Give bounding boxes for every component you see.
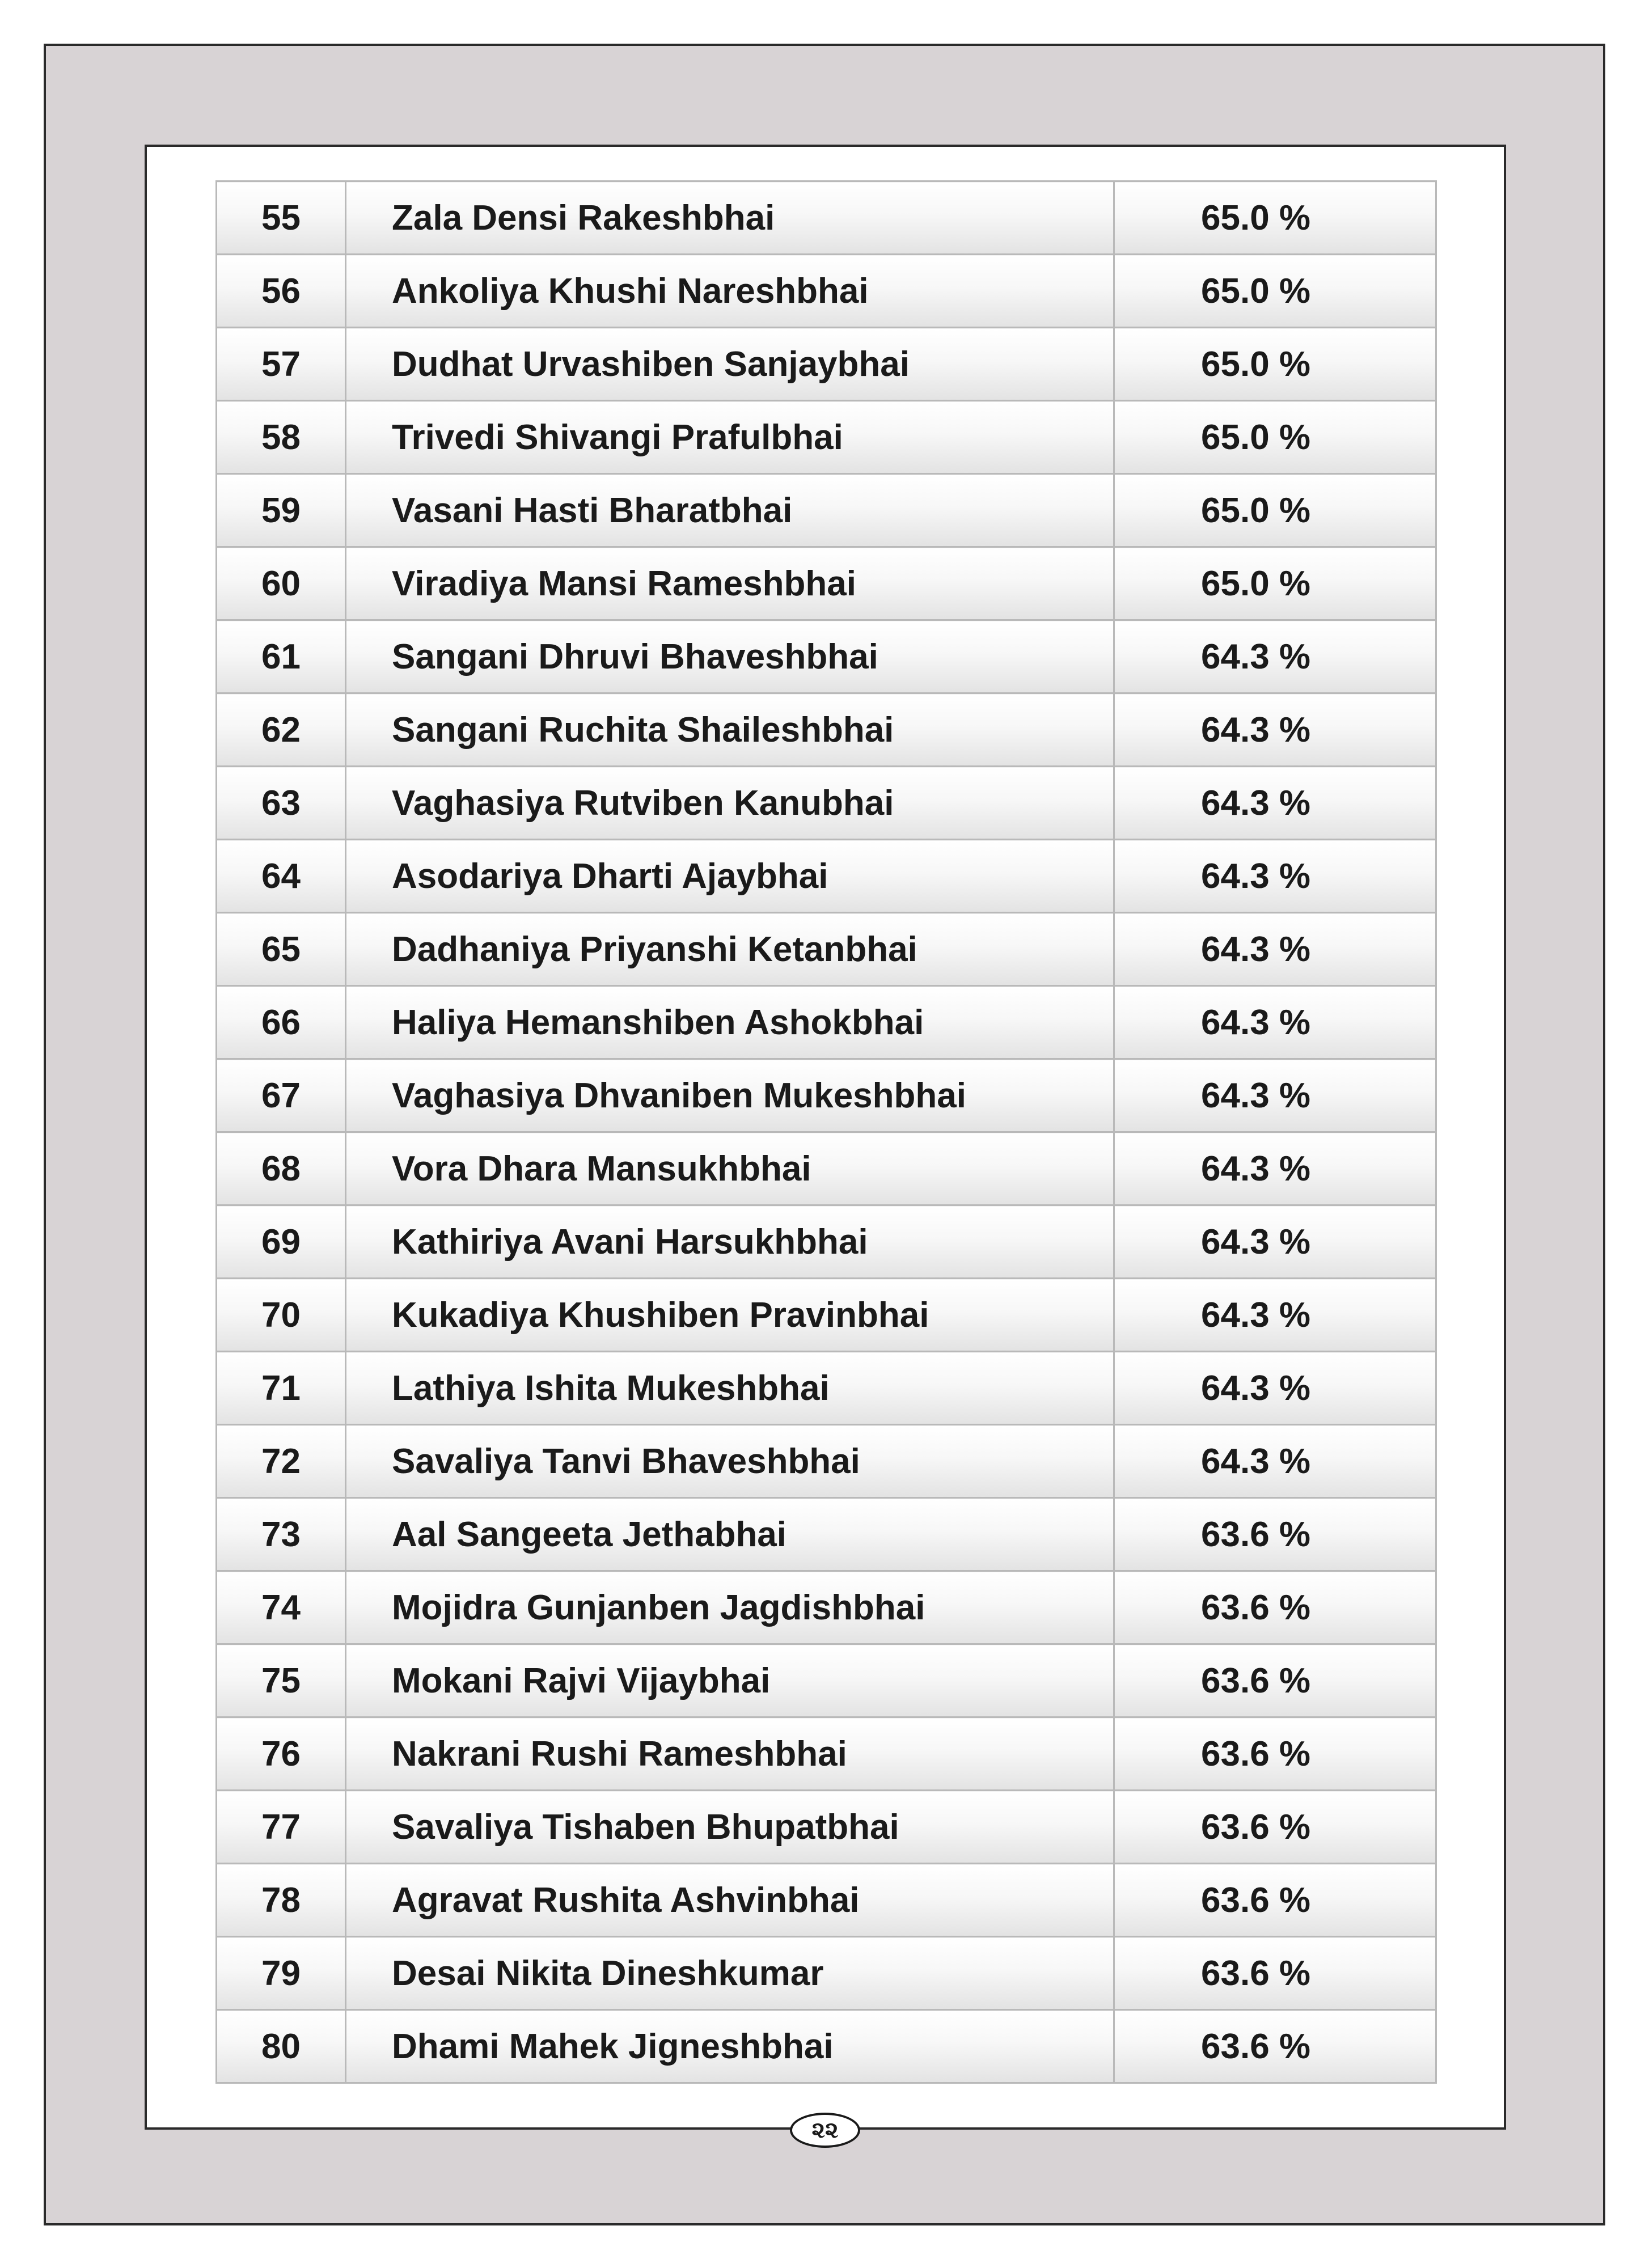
serial-number: 64 — [217, 840, 346, 913]
page-number: ૨૨ — [790, 2113, 860, 2148]
student-name: Dadhaniya Priyanshi Ketanbhai — [346, 913, 1114, 986]
student-name: Vaghasiya Rutviben Kanubhai — [346, 767, 1114, 840]
student-name: Asodariya Dharti Ajaybhai — [346, 840, 1114, 913]
table-row — [217, 401, 1436, 474]
serial-number: 68 — [217, 1132, 346, 1205]
serial-number: 71 — [217, 1352, 346, 1425]
serial-number: 79 — [217, 1937, 346, 2010]
table-row — [217, 620, 1436, 693]
percentage: 64.3 % — [1114, 1425, 1436, 1498]
student-name: Ankoliya Khushi Nareshbhai — [346, 255, 1114, 328]
percentage: 64.3 % — [1114, 767, 1436, 840]
student-name: Haliya Hemanshiben Ashokbhai — [346, 986, 1114, 1059]
serial-number: 78 — [217, 1864, 346, 1937]
percentage: 63.6 % — [1114, 2010, 1436, 2083]
results-table — [215, 180, 1437, 2084]
table-row — [217, 2010, 1436, 2083]
percentage: 65.0 % — [1114, 181, 1436, 255]
table-row — [217, 1791, 1436, 1864]
serial-number: 75 — [217, 1644, 346, 1717]
table-row — [217, 1059, 1436, 1132]
table-row — [217, 1132, 1436, 1205]
percentage: 63.6 % — [1114, 1937, 1436, 2010]
student-name: Desai Nikita Dineshkumar — [346, 1937, 1114, 2010]
percentage: 65.0 % — [1114, 255, 1436, 328]
serial-number: 65 — [217, 913, 346, 986]
serial-number: 76 — [217, 1717, 346, 1791]
serial-number: 77 — [217, 1791, 346, 1864]
table-row — [217, 181, 1436, 255]
student-name: Vaghasiya Dhvaniben Mukeshbhai — [346, 1059, 1114, 1132]
serial-number: 69 — [217, 1205, 346, 1279]
student-name: Sangani Dhruvi Bhaveshbhai — [346, 620, 1114, 693]
serial-number: 70 — [217, 1279, 346, 1352]
percentage: 63.6 % — [1114, 1498, 1436, 1571]
serial-number: 57 — [217, 328, 346, 401]
serial-number: 60 — [217, 547, 346, 620]
serial-number: 59 — [217, 474, 346, 547]
percentage: 65.0 % — [1114, 328, 1436, 401]
student-name: Kukadiya Khushiben Pravinbhai — [346, 1279, 1114, 1352]
serial-number: 58 — [217, 401, 346, 474]
student-name: Vasani Hasti Bharatbhai — [346, 474, 1114, 547]
student-name: Nakrani Rushi Rameshbhai — [346, 1717, 1114, 1791]
percentage: 64.3 % — [1114, 913, 1436, 986]
table-row — [217, 767, 1436, 840]
serial-number: 73 — [217, 1498, 346, 1571]
percentage: 64.3 % — [1114, 840, 1436, 913]
table-row — [217, 1717, 1436, 1791]
table-row — [217, 693, 1436, 767]
table-row — [217, 255, 1436, 328]
percentage: 63.6 % — [1114, 1644, 1436, 1717]
table-row — [217, 1205, 1436, 1279]
student-name: Kathiriya Avani Harsukhbhai — [346, 1205, 1114, 1279]
student-name: Lathiya Ishita Mukeshbhai — [346, 1352, 1114, 1425]
percentage: 65.0 % — [1114, 547, 1436, 620]
table-row — [217, 840, 1436, 913]
student-name: Mokani Rajvi Vijaybhai — [346, 1644, 1114, 1717]
table-row — [217, 913, 1436, 986]
percentage: 64.3 % — [1114, 1279, 1436, 1352]
serial-number: 61 — [217, 620, 346, 693]
percentage: 64.3 % — [1114, 1132, 1436, 1205]
student-name: Dudhat Urvashiben Sanjaybhai — [346, 328, 1114, 401]
serial-number: 67 — [217, 1059, 346, 1132]
percentage: 65.0 % — [1114, 474, 1436, 547]
table-row — [217, 986, 1436, 1059]
table-row — [217, 1937, 1436, 2010]
table-row — [217, 1352, 1436, 1425]
table-row — [217, 547, 1436, 620]
percentage: 63.6 % — [1114, 1864, 1436, 1937]
table-row — [217, 1425, 1436, 1498]
percentage: 64.3 % — [1114, 620, 1436, 693]
percentage: 64.3 % — [1114, 1059, 1436, 1132]
serial-number: 74 — [217, 1571, 346, 1644]
student-name: Viradiya Mansi Rameshbhai — [346, 547, 1114, 620]
percentage: 63.6 % — [1114, 1571, 1436, 1644]
student-name: Dhami Mahek Jigneshbhai — [346, 2010, 1114, 2083]
serial-number: 63 — [217, 767, 346, 840]
student-name: Zala Densi Rakeshbhai — [346, 181, 1114, 255]
serial-number: 80 — [217, 2010, 346, 2083]
student-name: Aal Sangeeta Jethabhai — [346, 1498, 1114, 1571]
student-name: Agravat Rushita Ashvinbhai — [346, 1864, 1114, 1937]
table-row — [217, 474, 1436, 547]
table-row — [217, 1571, 1436, 1644]
percentage: 64.3 % — [1114, 986, 1436, 1059]
percentage: 63.6 % — [1114, 1791, 1436, 1864]
serial-number: 55 — [217, 181, 346, 255]
serial-number: 72 — [217, 1425, 346, 1498]
student-name: Vora Dhara Mansukhbhai — [346, 1132, 1114, 1205]
student-name: Sangani Ruchita Shaileshbhai — [346, 693, 1114, 767]
student-name: Savaliya Tishaben Bhupatbhai — [346, 1791, 1114, 1864]
serial-number: 66 — [217, 986, 346, 1059]
percentage: 64.3 % — [1114, 693, 1436, 767]
table-row — [217, 1644, 1436, 1717]
student-name: Mojidra Gunjanben Jagdishbhai — [346, 1571, 1114, 1644]
percentage: 65.0 % — [1114, 401, 1436, 474]
percentage: 64.3 % — [1114, 1205, 1436, 1279]
table-row — [217, 1864, 1436, 1937]
table-row — [217, 328, 1436, 401]
table-row — [217, 1498, 1436, 1571]
student-name: Savaliya Tanvi Bhaveshbhai — [346, 1425, 1114, 1498]
percentage: 64.3 % — [1114, 1352, 1436, 1425]
student-name: Trivedi Shivangi Prafulbhai — [346, 401, 1114, 474]
serial-number: 56 — [217, 255, 346, 328]
percentage: 63.6 % — [1114, 1717, 1436, 1791]
serial-number: 62 — [217, 693, 346, 767]
table-row — [217, 1279, 1436, 1352]
